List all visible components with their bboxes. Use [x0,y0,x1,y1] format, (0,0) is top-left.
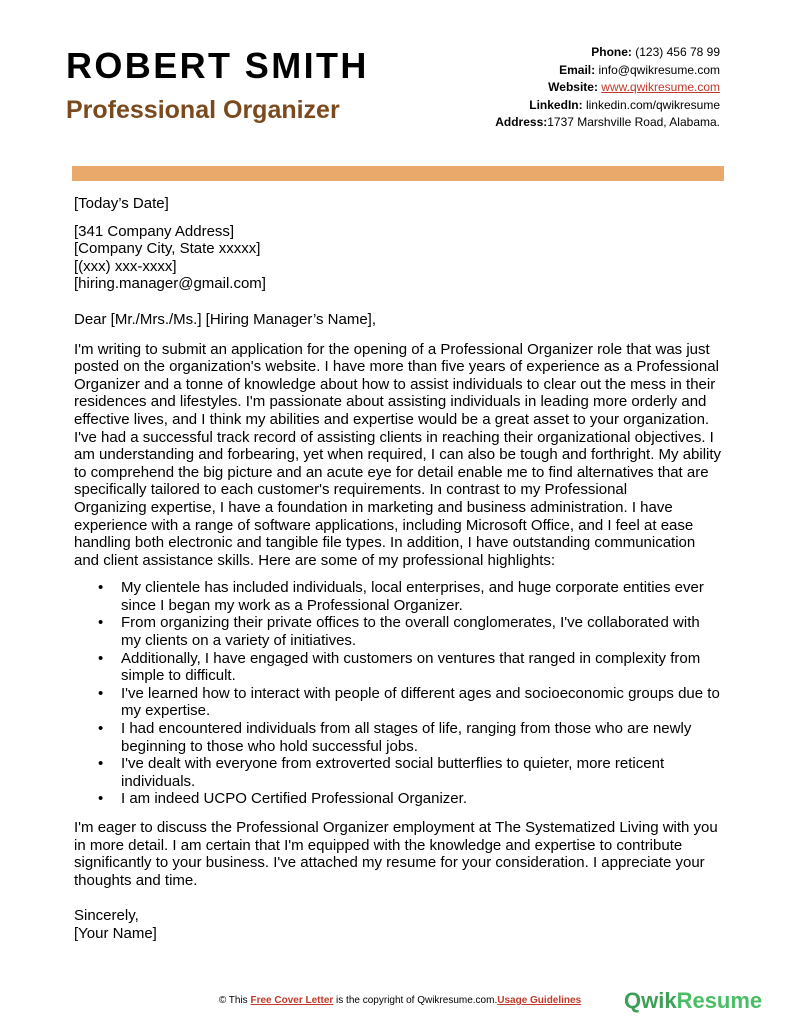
intro-line: specifically tailored to each customer's requirements. In contrast to my Professional [74,481,628,499]
intro-line: I've had a successful track record of assisting clients in reaching their organizational objectives. I [74,428,714,446]
address-value: 1737 Marshville Road, Alabama. [547,115,720,129]
highlight-item [74,755,728,790]
signature: [Your Name] [74,924,157,942]
recipient-line: [hiring.manager@gmail.com] [74,275,266,293]
highlight-item [74,579,728,614]
intro-line: effective lives, and I think my abilities and expertise would be a great asset to your organization. [74,410,710,428]
free-cover-letter-link[interactable]: Free Cover Letter [250,995,334,1006]
applicant-name: ROBERT SMITH [66,45,369,86]
email-value: info@qwikresume.com [595,62,720,77]
highlight-line: From organizing their private offices to the overall conglomerates, I've collaborated with [121,614,700,632]
closing-line: in more detail. I am certain that I'm equipped with the knowledge and expertise to contribute [74,836,683,854]
highlights-list [74,579,728,808]
website-label: Website: [548,80,598,94]
recipient-address [74,223,728,293]
highlight-line: I've learned how to interact with people of different ages and socioeconomic groups due to [121,684,720,702]
bullet-icon: • [98,614,104,632]
bullet-icon: • [98,684,104,702]
highlight-line: I am indeed UCPO Certified Professional Organizer. [121,790,467,808]
recipient-line: [Company City, State xxxxx] [74,240,261,258]
closing-line: thoughts and time. [74,871,198,889]
recipient-line: [341 Company Address] [74,222,235,240]
highlight-line: I've dealt with everyone from extroverted social butterflies to quieter, more reticent [121,755,665,773]
bullet-icon: • [98,579,104,597]
contact-block [495,44,720,132]
highlight-line: simple to difficult. [121,667,236,685]
phone-label: Phone: [591,45,632,59]
highlight-line: Additionally, I have engaged with customers on ventures that ranged in complexity from [121,649,701,667]
email-label: Email: [559,62,596,77]
footer-prefix: © This [218,995,251,1006]
intro-line: experience with a range of software applications, including Microsoft Office, and I feel at ease [74,516,694,534]
closing-paragraph [74,819,728,889]
intro-line: to comprehend the big picture and an acute eye for detail enable me to find alternatives that are [74,463,709,481]
closing-line: I'm eager to discuss the Professional Organizer employment at The Systematized Living with you [74,819,718,836]
highlight-item [74,790,728,808]
highlight-line: I had encountered individuals from all stages of life, ranging from those who are newly [121,720,692,738]
intro-line: residences and lifestyles. I'm passionate about assisting individuals in leading more orderly and [74,393,707,411]
website-link[interactable]: www.qwikresume.com [601,80,720,94]
closing-line: significantly to your business. I've attached my resume for your consideration. I appreciate your [74,854,705,872]
letter-date: [Today’s Date] [74,195,169,212]
intro-line: I'm writing to submit an application for the opening of a Professional Organizer role that was just [74,340,710,358]
contact-address [495,114,720,132]
highlight-line: my expertise. [121,702,211,720]
contact-email [495,62,720,80]
highlight-item [74,720,728,755]
highlight-item [74,650,728,685]
recipient-line: [(xxx) xxx-xxxx] [74,257,177,275]
intro-line: and client assistance skills. Here are some of my professional highlights: [74,551,556,569]
footer-middle: is the copyright of Qwikresume.com. [333,995,498,1006]
highlight-line: since I began my work as a Professional Organizer. [121,596,463,614]
intro-paragraph [74,341,728,570]
bullet-icon: • [98,720,104,738]
letter-body [74,195,728,943]
logo-part-resume: Resume [676,988,763,1013]
intro-line: Organizing expertise, I have a foundation in marketing and business administration. I have [74,498,673,516]
highlight-line: beginning to those who hold successful jobs. [121,737,418,755]
qwikresume-logo [624,988,762,1014]
signoff: Sincerely, [74,907,139,925]
linkedin-label: LinkedIn: [529,97,583,112]
highlight-line: my clients on a variety of initiatives. [121,632,357,650]
job-title: Professional Organizer [66,96,340,124]
contact-phone [495,44,720,62]
bullet-icon: • [98,790,104,808]
bullet-icon: • [98,649,104,667]
phone-value: (123) 456 78 99 [631,45,720,59]
highlight-item [74,614,728,649]
intro-line: Organizer and a tonne of knowledge about how to assist individuals to clear out the mess in their [74,375,716,393]
highlight-line: individuals. [121,772,196,790]
highlight-line: My clientele has included individuals, local enterprises, and huge corporate entities ever [121,579,704,597]
intro-line: am understanding and forbearing, yet when required, I can also be tough and forthright. My ability [74,446,722,464]
highlight-item [74,685,728,720]
contact-website [495,79,720,97]
logo-part-qwik: Qwik [624,988,677,1013]
linkedin-value: linkedin.com/qwikresume [582,97,720,112]
bullet-icon: • [98,755,104,773]
accent-divider [72,166,724,181]
address-label: Address: [495,115,548,129]
salutation: Dear [Mr./Mrs./Ms.] [Hiring Manager’s Name], [74,310,377,328]
usage-guidelines-link[interactable]: Usage Guidelines [497,995,582,1006]
intro-line: handling both electronic and tangible file types. In addition, I have outstanding communication [74,534,696,552]
contact-linkedin [495,97,720,115]
intro-line: posted on the organization's website. I have more than five years of experience as a Professional [74,358,719,376]
